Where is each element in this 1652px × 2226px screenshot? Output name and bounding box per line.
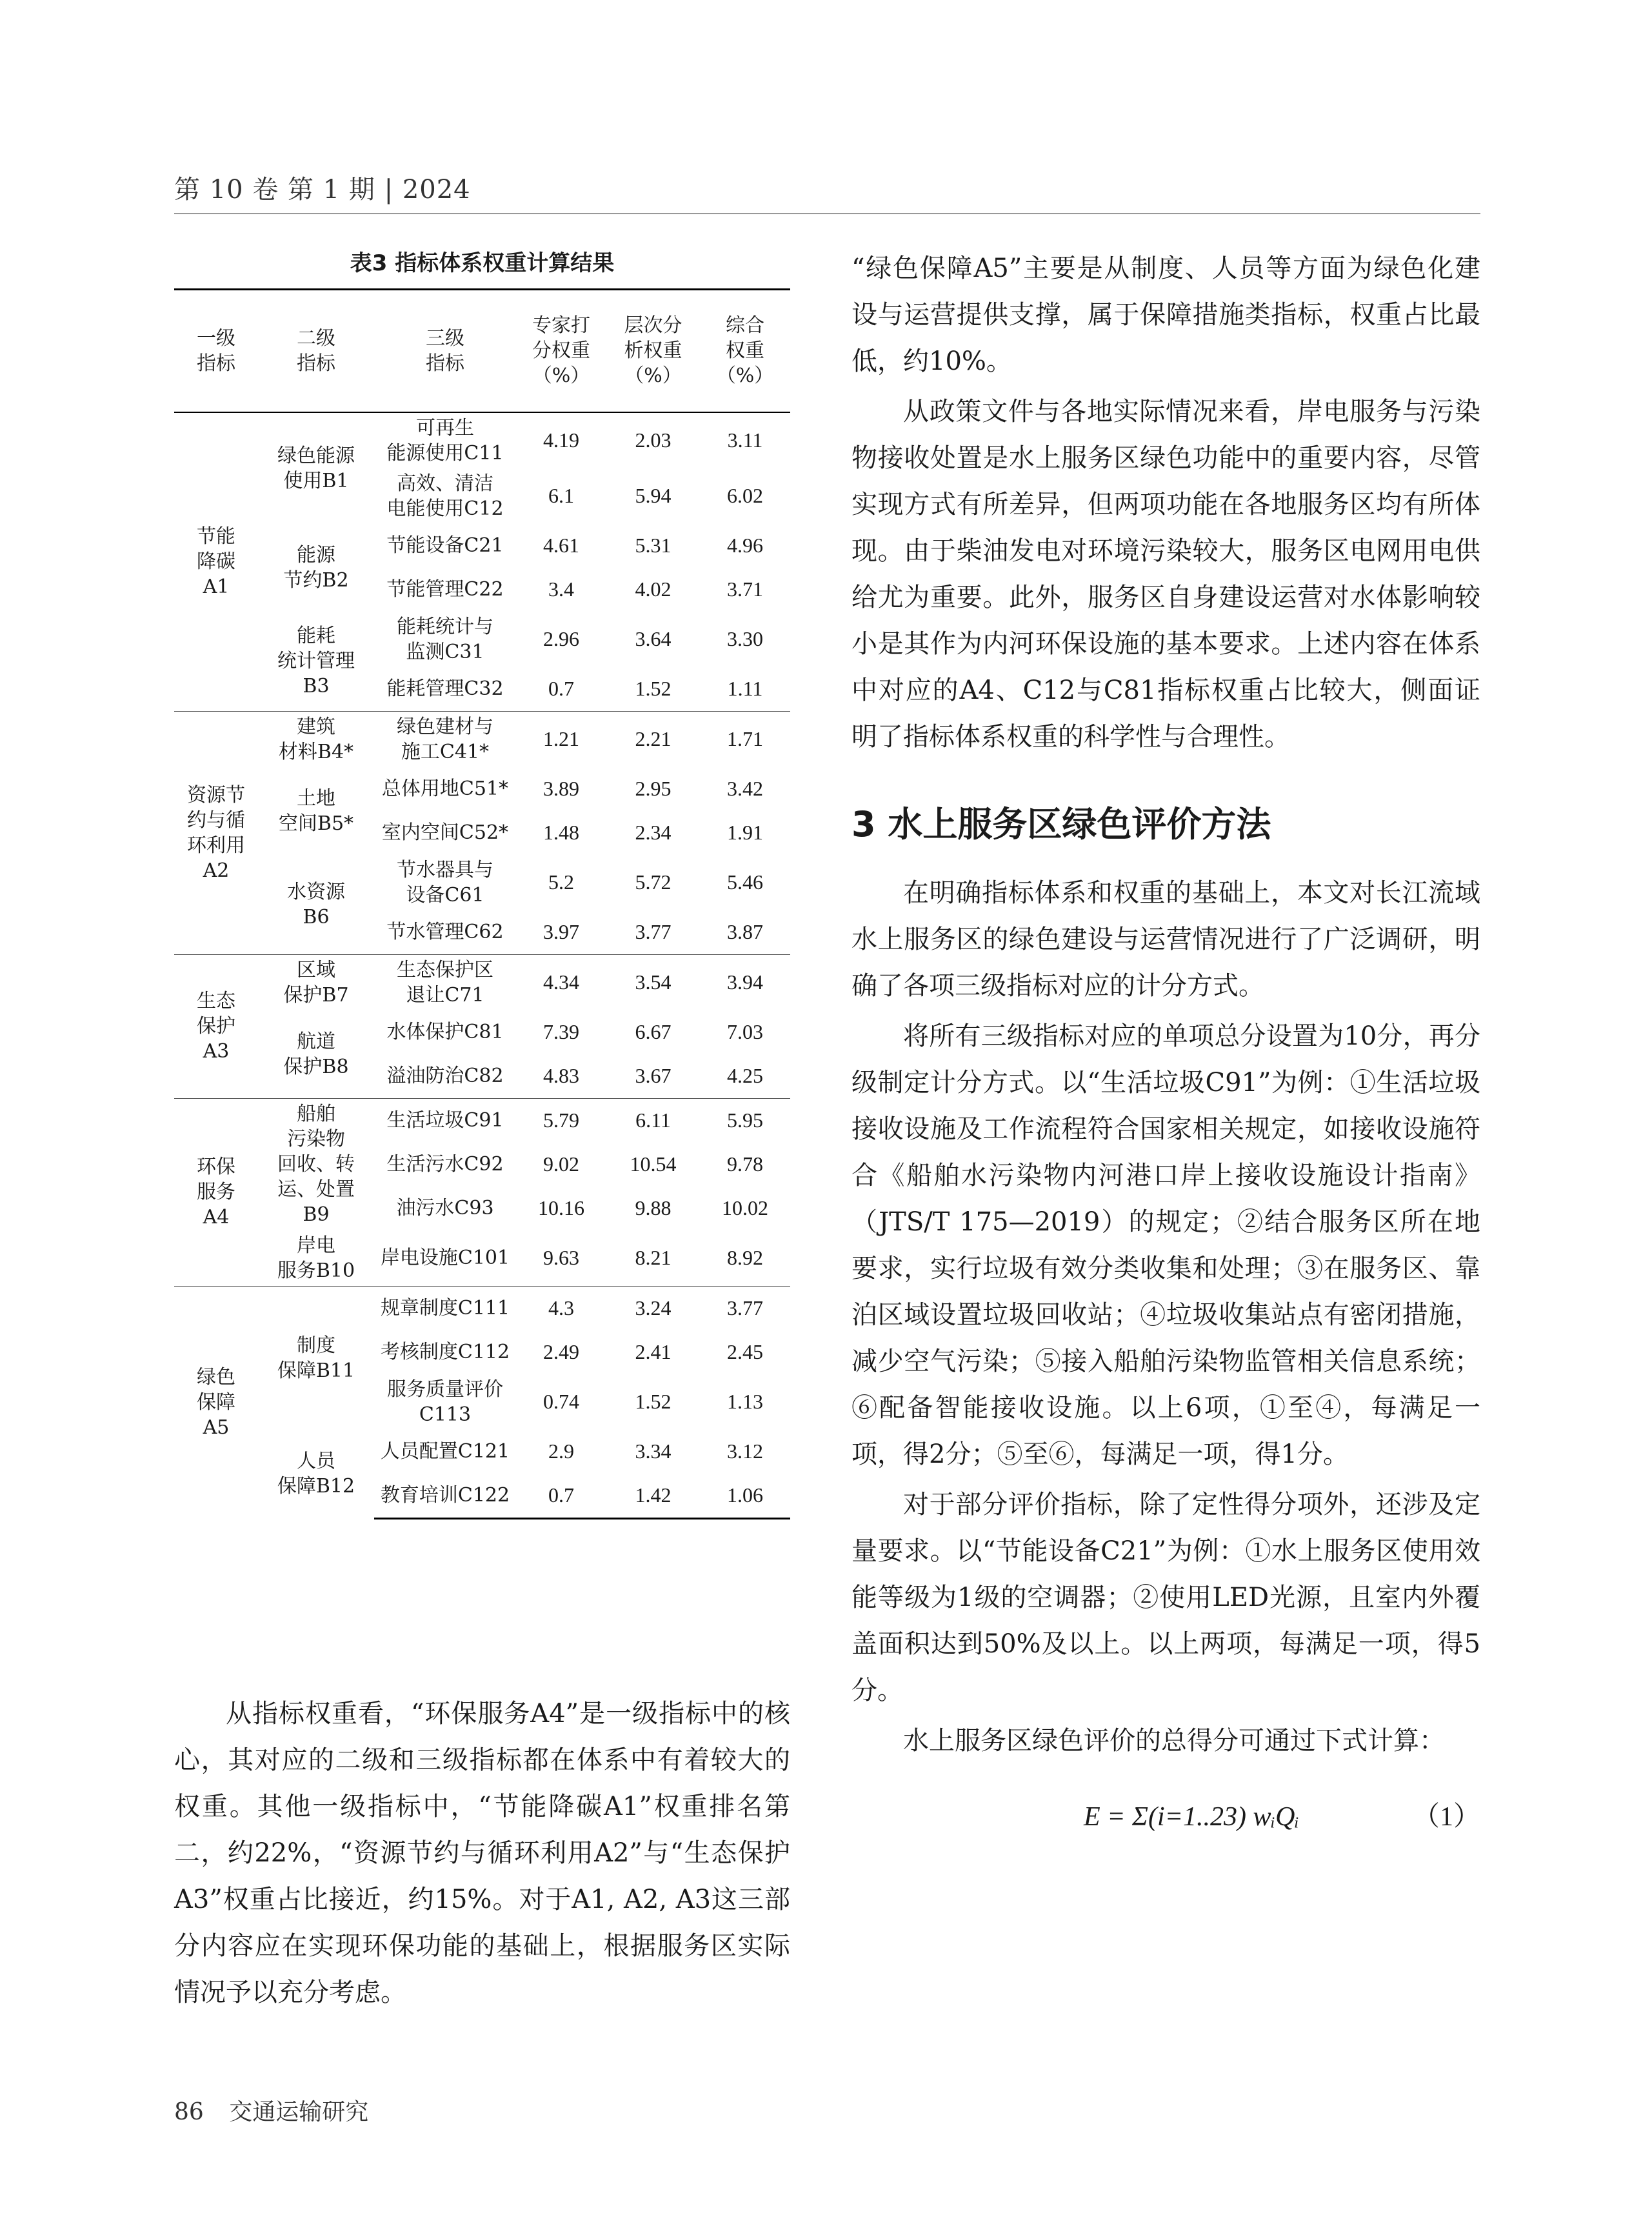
level3-indicator: 可再生 能源使用C11 bbox=[374, 412, 516, 468]
level2-indicator: 建筑 材料B4* bbox=[258, 711, 374, 767]
expert-weight-cell: 4.61 bbox=[543, 533, 579, 557]
ahp-weight-cell: 3.77 bbox=[635, 919, 672, 943]
equation-number: （1） bbox=[1412, 1802, 1480, 1832]
level1-indicator: 节能 降碳 A1 bbox=[174, 412, 258, 712]
level2-indicator: 航道 保护B8 bbox=[283, 1030, 349, 1078]
combined-weight-cell: 10.02 bbox=[722, 1196, 768, 1219]
header-ahp-weight: 层次分 析权重 （%） bbox=[624, 314, 682, 388]
ahp-weight-cell: 1.42 bbox=[606, 1474, 700, 1519]
table-row bbox=[174, 855, 790, 910]
paragraph: 在明确指标体系和权重的基础上，本文对长江流域水上服务区的绿色建设与运营情况进行了广泛调研，明确了各项三级指标对应的计分方式。 bbox=[851, 878, 1480, 1001]
level2-indicator: 能源 节约B2 bbox=[283, 543, 349, 592]
ahp-weight-cell: 8.21 bbox=[635, 1245, 672, 1269]
ahp-weight-cell: 1.52 bbox=[635, 1389, 672, 1413]
ahp-weight-cell: 10.54 bbox=[630, 1152, 677, 1176]
level2-indicator: 能耗 统计管理 B3 bbox=[277, 625, 355, 697]
level3-indicator: 教育培训C122 bbox=[374, 1474, 516, 1519]
expert-weight-cell: 0.7 bbox=[516, 1474, 606, 1519]
expert-weight-cell: 7.39 bbox=[543, 1019, 579, 1043]
level2-indicator: 人员 保障B12 bbox=[277, 1450, 355, 1498]
level3-indicator: 能耗管理C32 bbox=[386, 677, 504, 700]
level3-indicator: 高效、清洁 电能使用C12 bbox=[386, 472, 504, 520]
combined-weight-cell: 3.94 bbox=[700, 954, 790, 1010]
level2-indicator: 水资源 B6 bbox=[287, 880, 345, 928]
level1-indicator: 资源节 约与循 环利用 A2 bbox=[174, 711, 258, 954]
level1-indicator: 环保 服务 A4 bbox=[174, 1098, 258, 1286]
expert-weight-cell: 4.19 bbox=[516, 412, 606, 468]
ahp-weight-cell: 2.95 bbox=[635, 776, 672, 800]
table-row bbox=[174, 1010, 790, 1054]
level3-indicator: 服务质量评价 C113 bbox=[387, 1378, 503, 1426]
equation-expression: E = Σ(i=1..23) wᵢQᵢ bbox=[1084, 1802, 1300, 1832]
ahp-weight-cell: 3.64 bbox=[635, 627, 672, 650]
combined-weight-cell: 1.06 bbox=[700, 1474, 790, 1519]
combined-weight-cell: 3.30 bbox=[727, 627, 763, 650]
level2-indicator: 土地 空间B5* bbox=[278, 787, 354, 835]
expert-weight-cell: 4.34 bbox=[516, 954, 606, 1010]
page-footer bbox=[174, 2094, 368, 2127]
combined-weight-cell: 7.03 bbox=[727, 1019, 763, 1043]
level3-indicator: 岸电设施C101 bbox=[380, 1247, 510, 1269]
header-level2: 二级 指标 bbox=[297, 326, 335, 375]
journal-name: 交通运输研究 bbox=[229, 2099, 369, 2125]
table-row bbox=[174, 412, 790, 468]
table-container bbox=[174, 245, 790, 1519]
level2-indicator: 区域 保护B7 bbox=[258, 954, 374, 1010]
ahp-weight-cell: 5.94 bbox=[635, 483, 672, 507]
ahp-weight-cell: 9.88 bbox=[635, 1196, 672, 1219]
weights-table bbox=[174, 288, 790, 1519]
expert-weight-cell: 9.63 bbox=[543, 1245, 579, 1269]
level3-indicator: 生活污水C92 bbox=[386, 1153, 504, 1176]
table-row bbox=[174, 1230, 790, 1287]
combined-weight-cell: 3.87 bbox=[727, 919, 763, 943]
table-body bbox=[174, 412, 790, 1519]
level3-indicator: 绿色建材与 施工C41* bbox=[374, 711, 516, 767]
expert-weight-cell: 4.83 bbox=[543, 1063, 579, 1087]
paragraph: 将所有三级指标对应的单项总分设置为10分，再分级制定计分方式。以“生活垃圾C91”为例：①生活垃圾接收设施及工作流程符合国家相关规定，如接收设施符合《船舶水污染物内河港口岸上接收设施设计指南》（JTS/T 175—2019）的规定；②结合服务区所在地要求，实行垃圾有效分类收集和处理；③在服务区、靠泊区域设置垃圾回收站；④垃圾收集站点有密闭措施，减少空气污染；⑤接入船舶污染物监管相关信息系统；⑥配备智能接收设施。以上6项，①至④，每满足一项，得2分；⑤至⑥，每满足一项，得1分。 bbox=[851, 1021, 1480, 1469]
level3-indicator: 油污水C93 bbox=[396, 1197, 494, 1219]
level1-indicator: 绿色 保障 A5 bbox=[174, 1286, 258, 1518]
ahp-weight-cell: 2.21 bbox=[606, 711, 700, 767]
level3-indicator: 水体保护C81 bbox=[386, 1021, 504, 1043]
level3-indicator: 总体用地C51* bbox=[381, 777, 509, 800]
ahp-weight-cell: 3.34 bbox=[635, 1439, 672, 1463]
left-column-text bbox=[174, 1690, 790, 2020]
ahp-weight-cell: 6.67 bbox=[635, 1019, 672, 1043]
expert-weight-cell: 0.74 bbox=[543, 1389, 579, 1413]
header-rule bbox=[174, 213, 1480, 214]
expert-weight-cell: 3.89 bbox=[543, 776, 579, 800]
combined-weight-cell: 1.91 bbox=[727, 820, 763, 844]
ahp-weight-cell: 5.72 bbox=[635, 870, 672, 894]
header-level3: 三级 指标 bbox=[426, 326, 464, 375]
combined-weight-cell: 8.92 bbox=[727, 1245, 763, 1269]
paragraph: 对于部分评价指标，除了定性得分项外，还涉及定量要求。以“节能设备C21”为例：①水上服务区使用效能等级为1级的空调器；②使用LED光源，且室内外覆盖面积达到50%及以上。以上两项，每满足一项，得5分。 bbox=[851, 1490, 1480, 1705]
ahp-weight-cell: 5.31 bbox=[635, 533, 672, 557]
header-expert-weight: 专家打 分权重 （%） bbox=[532, 314, 590, 388]
combined-weight-cell: 3.42 bbox=[727, 776, 763, 800]
combined-weight-cell: 1.11 bbox=[727, 676, 763, 700]
expert-weight-cell: 1.48 bbox=[543, 820, 579, 844]
combined-weight-cell: 5.95 bbox=[700, 1098, 790, 1143]
ahp-weight-cell: 2.41 bbox=[635, 1339, 672, 1363]
expert-weight-cell: 10.16 bbox=[538, 1196, 584, 1219]
paragraph: 水上服务区绿色评价的总得分可通过下式计算： bbox=[903, 1726, 1445, 1756]
combined-weight-cell: 3.12 bbox=[727, 1439, 763, 1463]
combined-weight-cell: 5.46 bbox=[727, 870, 763, 894]
expert-weight-cell: 6.1 bbox=[548, 483, 574, 507]
level3-indicator: 溢油防治C82 bbox=[386, 1065, 504, 1087]
table-row bbox=[174, 612, 790, 667]
paragraph: “绿色保障A5”主要是从制度、人员等方面为绿色化建设与运营提供支撑，属于保障措施类指标，权重占比最低，约10%。 bbox=[851, 254, 1480, 376]
ahp-weight-cell: 3.67 bbox=[635, 1063, 672, 1087]
table-title: 表3 指标体系权重计算结果 bbox=[350, 250, 615, 276]
expert-weight-cell: 3.4 bbox=[548, 577, 574, 601]
combined-weight-cell: 4.96 bbox=[727, 533, 763, 557]
expert-weight-cell: 9.02 bbox=[543, 1152, 579, 1176]
ahp-weight-cell: 6.11 bbox=[606, 1098, 700, 1143]
combined-weight-cell: 4.25 bbox=[727, 1063, 763, 1087]
level2-indicator: 制度 保障B11 bbox=[258, 1286, 374, 1430]
level1-indicator: 生态 保护 A3 bbox=[174, 954, 258, 1098]
table-header-row bbox=[174, 290, 790, 412]
expert-weight-cell: 3.97 bbox=[543, 919, 579, 943]
right-column-text bbox=[851, 245, 1480, 1865]
page-number: 86 bbox=[174, 2099, 204, 2125]
expert-weight-cell: 2.96 bbox=[543, 627, 579, 650]
level3-indicator: 节水器具与 设备C61 bbox=[397, 858, 493, 907]
combined-weight-cell: 2.45 bbox=[727, 1339, 763, 1363]
expert-weight-cell: 2.49 bbox=[543, 1339, 579, 1363]
combined-weight-cell: 3.77 bbox=[700, 1286, 790, 1330]
paragraph: 从政策文件与各地实际情况来看，岸电服务与污染物接收处置是水上服务区绿色功能中的重要内容，尽管实现方式有所差异，但两项功能在各地服务区均有所体现。由于柴油发电对环境污染较大，服务区电网用电供给尤为重要。此外，服务区自身建设运营对水体影响较小是其作为内河环保设施的基本要求。上述内容在体系中对应的A4、C12与C81指标权重占比较大，侧面证明了指标体系权重的科学性与合理性。 bbox=[851, 397, 1480, 752]
table-row bbox=[174, 524, 790, 568]
level2-indicator: 绿色能源 使用B1 bbox=[258, 412, 374, 524]
header-level1: 一级 指标 bbox=[197, 326, 235, 375]
equation bbox=[851, 1768, 1480, 1865]
level3-indicator: 考核制度C112 bbox=[380, 1341, 510, 1363]
combined-weight-cell: 1.13 bbox=[727, 1389, 763, 1413]
ahp-weight-cell: 2.03 bbox=[606, 412, 700, 468]
ahp-weight-cell: 3.54 bbox=[606, 954, 700, 1010]
ahp-weight-cell: 2.34 bbox=[635, 820, 672, 844]
level2-indicator: 船舶 污染物 回收、转 运、处置 B9 bbox=[258, 1098, 374, 1230]
running-header: 第 10 卷 第 1 期 | 2024 bbox=[174, 175, 471, 205]
expert-weight-cell: 4.3 bbox=[516, 1286, 606, 1330]
table-row bbox=[174, 711, 790, 767]
ahp-weight-cell: 1.52 bbox=[635, 676, 672, 700]
expert-weight-cell: 2.9 bbox=[548, 1439, 574, 1463]
level3-indicator: 节能设备C21 bbox=[386, 534, 504, 557]
combined-weight-cell: 1.71 bbox=[700, 711, 790, 767]
ahp-weight-cell: 3.24 bbox=[606, 1286, 700, 1330]
expert-weight-cell: 5.79 bbox=[516, 1098, 606, 1143]
level3-indicator: 室内空间C52* bbox=[381, 821, 509, 844]
paragraph: 从指标权重看，“环保服务A4”是一级指标中的核心，其对应的二级和三级指标都在体系中有着较大的权重。其他一级指标中，“节能降碳A1”权重排名第二，约22%，“资源节约与循环利用A2”与“生态保护A3”权重占比接近，约15%。对于A1, A2, A3这三部分内容应在实现环保功能的基础上，根据服务区实际情况予以充分考虑。 bbox=[174, 1699, 790, 2007]
level3-indicator: 能耗统计与 监测C31 bbox=[397, 615, 493, 663]
combined-weight-cell: 3.11 bbox=[700, 412, 790, 468]
table-row bbox=[174, 1286, 790, 1330]
ahp-weight-cell: 4.02 bbox=[635, 577, 672, 601]
expert-weight-cell: 0.7 bbox=[548, 676, 574, 700]
table-row bbox=[174, 954, 790, 1010]
combined-weight-cell: 9.78 bbox=[727, 1152, 763, 1176]
combined-weight-cell: 3.71 bbox=[727, 577, 763, 601]
level3-indicator: 节水管理C62 bbox=[386, 921, 504, 943]
combined-weight-cell: 6.02 bbox=[727, 483, 763, 507]
level3-indicator: 节能管理C22 bbox=[386, 578, 504, 601]
table-row bbox=[174, 1098, 790, 1143]
expert-weight-cell: 5.2 bbox=[548, 870, 574, 894]
section-heading: 3 水上服务区绿色评价方法 bbox=[851, 804, 1271, 845]
header-combined-weight: 综合 权重 （%） bbox=[716, 314, 774, 388]
table-row bbox=[174, 1430, 790, 1474]
level3-indicator: 生态保护区 退让C71 bbox=[374, 954, 516, 1010]
expert-weight-cell: 1.21 bbox=[516, 711, 606, 767]
level3-indicator: 生活垃圾C91 bbox=[374, 1098, 516, 1143]
level3-indicator: 规章制度C111 bbox=[374, 1286, 516, 1330]
level2-indicator: 岸电 服务B10 bbox=[277, 1234, 355, 1282]
level3-indicator: 人员配置C121 bbox=[380, 1440, 510, 1463]
table-row bbox=[174, 767, 790, 811]
